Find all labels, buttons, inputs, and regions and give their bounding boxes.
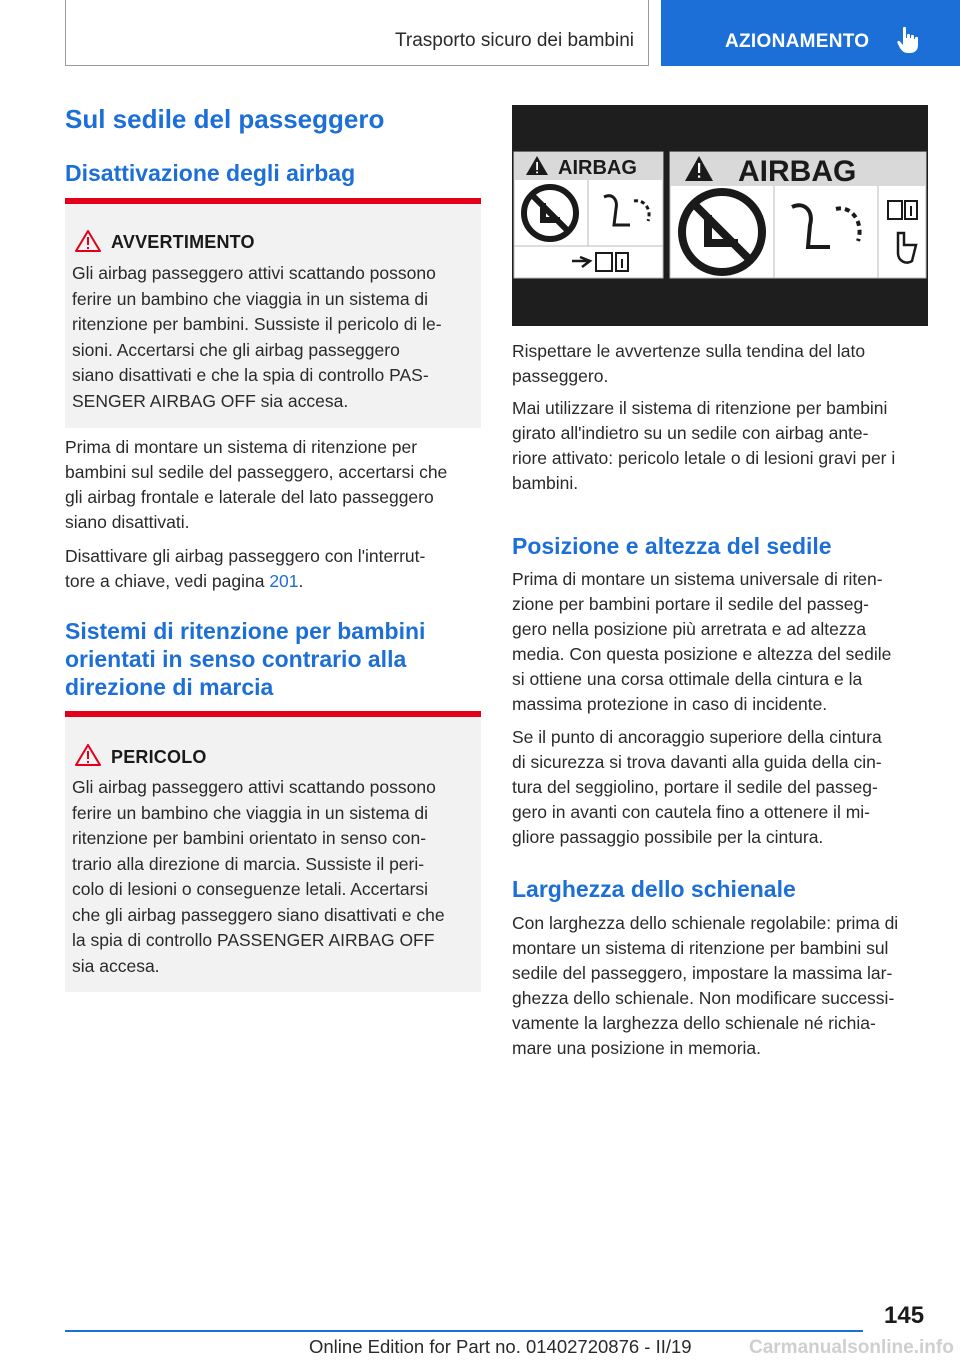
footer-divider bbox=[65, 1330, 863, 1332]
airbag-large-label: AIRBAG bbox=[738, 155, 857, 188]
paragraph-mai-utilizzare: Mai utilizzare il sistema di ritenzione per bambini girato all'indietro su un sedile con airbag ante- riore attivato: pericolo letale o di lesioni gravi per i bambini. bbox=[512, 398, 896, 493]
heading-sistemi-ritenzione: Sistemi di ritenzione per bambini orientati in senso contrario alla direzione di marcia bbox=[65, 618, 426, 700]
header-section-title: Trasporto sicuro dei bambini bbox=[394, 30, 634, 51]
header-chapter-title: AZIONAMENTO bbox=[725, 31, 870, 52]
paragraph-rispettare: Rispettare le avvertenze sulla tendina del lato passeggero. bbox=[512, 341, 866, 386]
warning-triangle-icon bbox=[75, 230, 101, 252]
header-chapter-tab[interactable] bbox=[661, 0, 960, 66]
paragraph-posizione: Prima di montare un sistema universale di riten- zione per bambini portare il sedile del passeg- gero nella posizione più arretrata e ad altezza media. Con questa posizione e altezza del sedile si ottiene una corsa ottimale della cintura e la massima protezione in caso di incidente. bbox=[512, 569, 892, 714]
page-link-201[interactable]: 201 bbox=[269, 571, 299, 591]
paragraph-prima-di-montare: Prima di montare un sistema di ritenzione per bambini sul sedile del passeggero, accertarsi che gli airbag frontale e laterale del lato passeggero siano disattivati. bbox=[65, 437, 448, 532]
airbag-warning-label-image bbox=[512, 105, 928, 326]
page-number: 145 bbox=[884, 1302, 925, 1329]
heading-disattivazione-airbag: Disattivazione degli airbag bbox=[65, 160, 356, 186]
warning-title: AVVERTIMENTO bbox=[111, 232, 255, 252]
paragraph-disattivare: Disattivare gli airbag passeggero con l'interrut- tore a chiave, vedi pagina 201. bbox=[65, 546, 426, 591]
warning-body: Gli airbag passeggero attivi scattando possono ferire un bambino che viaggia in un sistema di ritenzione per bambini orientato in senso con- trario alla direzione di marcia. Sussiste il peri- colo di lesioni o conseguenze letali. Accertarsi che gli airbag passeggero siano disattivati e che la spia di controllo PASSENGER AIRBAG OFF sia accesa. bbox=[72, 777, 445, 976]
warning-box-avvertimento bbox=[65, 198, 481, 428]
warning-title: PERICOLO bbox=[111, 747, 207, 767]
header-section-box bbox=[65, 0, 649, 66]
paragraph-punto-ancoraggio: Se il punto di ancoraggio superiore della cintura di sicurezza si trova davanti alla guida della cin- tura del seggiolino, portare il sedile del passeg- gero in avanti con cautela fino a ottenere il mi- gliore passaggio possibile per la cintura. bbox=[512, 727, 882, 847]
pointing-hand-icon bbox=[897, 26, 919, 54]
airbag-label-illustration bbox=[512, 105, 928, 326]
warning-box-pericolo bbox=[65, 711, 481, 992]
footer-edition: Online Edition for Part no. 01402720876 - II/19 bbox=[309, 1336, 692, 1357]
heading-posizione-altezza: Posizione e altezza del sedile bbox=[512, 533, 832, 559]
heading-larghezza-schienale: Larghezza dello schienale bbox=[512, 876, 796, 902]
warning-body: Gli airbag passeggero attivi scattando possono ferire un bambino che viaggia in un sistema di ritenzione per bambini. Sussiste il pericolo di le- sioni. Accertarsi che gli airbag passeggero siano disattivati e che la spia di controllo PAS- SENGER AIRBAG OFF sia accesa. bbox=[72, 263, 442, 411]
heading-sul-sedile: Sul sedile del passeggero bbox=[65, 104, 385, 134]
warning-triangle-icon bbox=[75, 744, 101, 766]
watermark: Carmanualsonline.info bbox=[749, 1337, 954, 1358]
airbag-small-label: AIRBAG bbox=[558, 157, 637, 179]
paragraph-larghezza: Con larghezza dello schienale regolabile: prima di montare un sistema di ritenzione per bambini sul sedile del passeggero, impostare la massima lar- ghezza dello schienale. Non modificare successi- vamente la larghezza dello schienale né richia- mare una posizione in memoria. bbox=[512, 913, 899, 1058]
